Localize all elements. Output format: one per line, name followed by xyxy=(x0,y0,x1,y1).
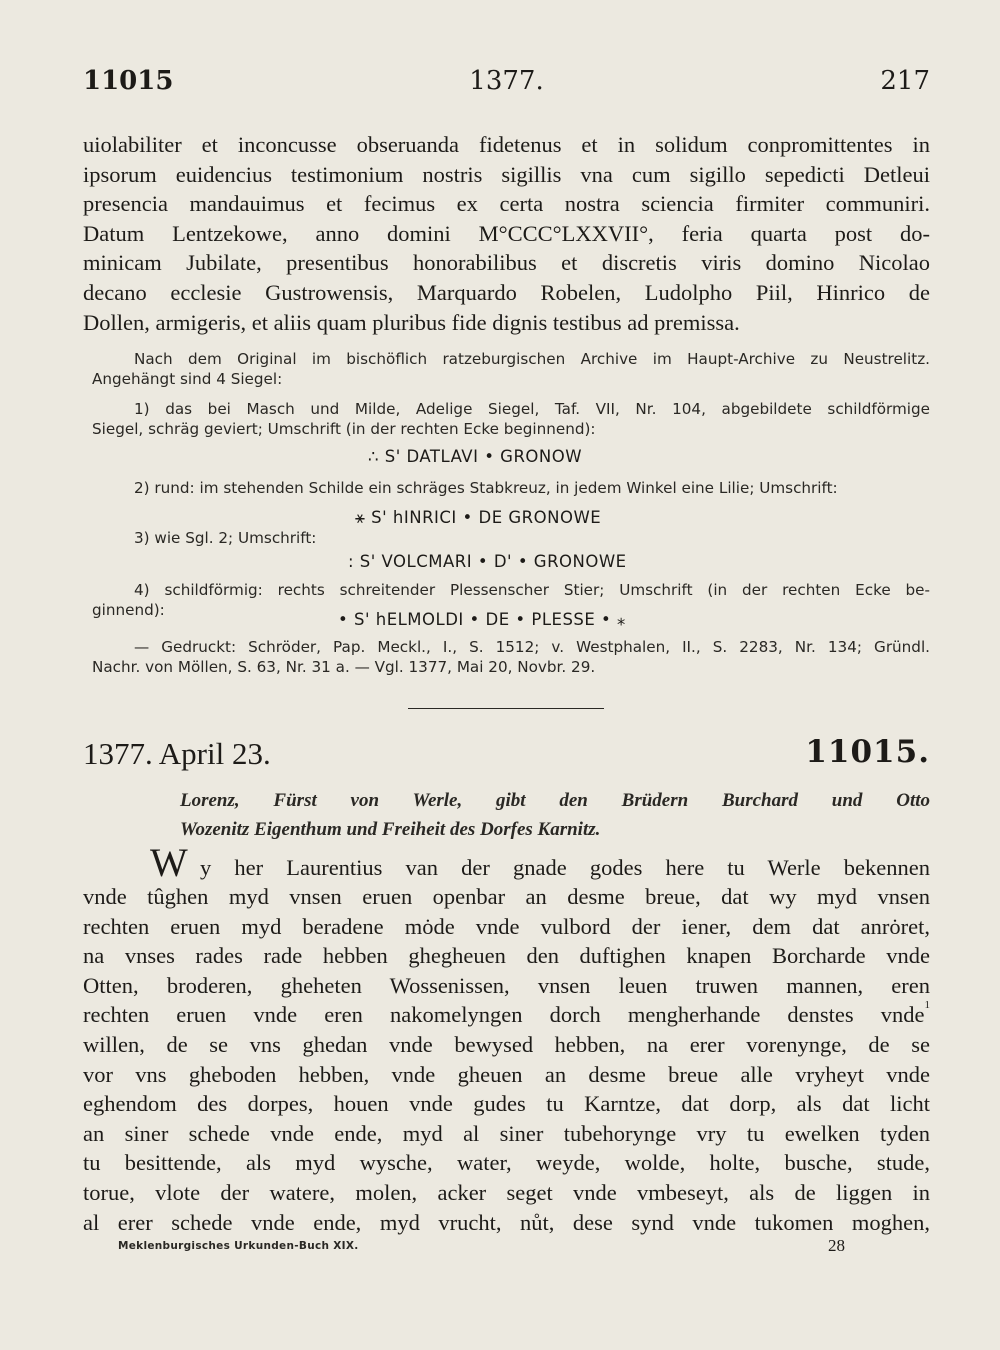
seal-1-description xyxy=(92,399,930,439)
text-line: torue, vlote der watere, molen, acker seget vnde vmbeseyt, als de liggen in xyxy=(83,1179,930,1205)
text-line: an siner schede vnde ende, myd al siner tubehorynge vry tu ewelken tyden xyxy=(83,1120,930,1146)
text-line: minicam Jubilate, presentibus honorabilibus et discretis viris domino Nicolao xyxy=(83,250,930,276)
regest-line: Wozenitz Eigenthum und Freiheit des Dorfes Karnitz. xyxy=(180,819,601,840)
running-head-year: 1377. xyxy=(469,66,544,96)
regest-line: Lorenz, Fürst von Werle, gibt den Brüdern Burchard und Otto xyxy=(180,790,930,811)
regest xyxy=(180,786,930,844)
seal-4-legend: • S' hELMOLDI • DE • PLESSE • ⁎ xyxy=(338,610,626,629)
text-line: na vnses rades rade hebben ghegheuen den duftighen knapen Borcharde vnde xyxy=(83,943,930,969)
note-line: ginnend): xyxy=(92,601,165,619)
document-date: 1377. April 23. xyxy=(83,736,271,771)
document-text xyxy=(83,882,930,1237)
note-line: 1) das bei Masch und Milde, Adelige Siegel, Taf. VII, Nr. 104, abgebildete schildförmige xyxy=(134,400,930,418)
text-line: uiolabiliter et inconcusse obseruanda fidetenus et in solidum conpromittentes in xyxy=(83,132,930,157)
seal-1-legend: ∴ S' DATLAVI • GRONOW xyxy=(368,447,583,466)
section-divider xyxy=(408,708,604,709)
text-line: vor vns gheboden hebben, vnde gheuen an desme breue alle vryheyt vnde xyxy=(83,1061,930,1087)
running-head-doc-number: 11015 xyxy=(83,66,174,96)
text-line: ipsorum euidencius testimonium nostris sigillis vna cum sigillo sepedicti Detleui xyxy=(83,161,930,187)
note-line: 4) schildförmig: rechts schreitender Plessenscher Stier; Umschrift (in der rechten Ecke be- xyxy=(134,581,930,599)
text-line: willen, de se vns ghedan vnde bewysed hebben, na erer vorenynge, de se xyxy=(83,1031,930,1057)
note-line: Angehängt sind 4 Siegel: xyxy=(92,370,283,388)
note-line: Siegel, schräg geviert; Umschrift (in der rechten Ecke beginnend): xyxy=(92,420,596,438)
text-line-content: rechten eruen vnde eren nakomelyngen dorch mengherhande denstes vnde xyxy=(83,1002,925,1028)
note-line: Nach dem Original im bischöflich ratzeburgischen Archive im Haupt-Archive zu Neustrelitz. xyxy=(134,350,930,368)
note-line: Nachr. von Möllen, S. 63, Nr. 31 a. — Vgl. 1377, Mai 20, Novbr. 29. xyxy=(92,658,596,676)
document-number: 11015. xyxy=(805,734,930,770)
note-line: — Gedruckt: Schröder, Pap. Meckl., I., S. 1512; v. Westphalen, II., S. 2283, Nr. 134; Gründl. xyxy=(134,638,930,656)
text-line: Dollen, armigeris, et aliis quam pluribus fide dignis testibus ad premissa. xyxy=(83,309,740,335)
page-number: 217 xyxy=(880,66,930,96)
seal-2-legend: ⚹ S' hINRICI • DE GRONOWE xyxy=(355,508,602,527)
text-line: presencia mandauimus et fecimus ex certa nostra sciencia firmiter communiri. xyxy=(83,191,930,217)
printed-editions-note xyxy=(92,637,930,677)
initial-letter: W xyxy=(150,840,188,885)
document-first-line xyxy=(200,853,930,883)
footer-book-title: Meklenburgisches Urkunden-Buch XIX. xyxy=(118,1240,359,1252)
footnote-mark: 1 xyxy=(924,999,930,1012)
seal-2-description xyxy=(92,478,930,498)
footer-signature: 28 xyxy=(828,1236,845,1255)
seal-3-description xyxy=(92,528,930,548)
text-line: y her Laurentius van der gnade godes here tu Werle bekennen xyxy=(200,855,930,880)
running-head xyxy=(83,66,930,106)
text-line: vnde tûghen myd vnsen eruen openbar an desme breue, dat wy myd vnsen xyxy=(83,884,930,909)
text-line: tu besittende, als myd wysche, water, weyde, wolde, holte, busche, stude, xyxy=(83,1150,930,1176)
note-line: 2) rund: im stehenden Schilde ein schräges Stabkreuz, in jedem Winkel eine Lilie; Umschrift: xyxy=(134,479,838,497)
note-line: 3) wie Sgl. 2; Umschrift: xyxy=(134,529,317,547)
text-line xyxy=(83,1000,930,1030)
text-line: rechten eruen myd beradene mȯde vnde vulbord der iener, dem dat anrȯret, xyxy=(83,913,930,939)
archive-note xyxy=(92,349,930,389)
previous-document-text xyxy=(83,130,930,337)
text-line: decano ecclesie Gustrowensis, Marquardo Robelen, Ludolpho Piil, Hinrico de xyxy=(83,279,930,305)
text-line: eghendom des dorpes, houen vnde gudes tu Karntze, dat dorp, als dat licht xyxy=(83,1091,930,1117)
seal-3-legend: : S' VOLCMARI • D' • GRONOWE xyxy=(348,552,627,571)
text-line: Otten, broderen, gheheten Wossenissen, vnsen leuen truwen mannen, eren xyxy=(83,972,930,998)
text-line: Datum Lentzekowe, anno domini M°CCC°LXXVII°, feria quarta post do- xyxy=(83,220,930,246)
text-line: al erer schede vnde ende, myd vrucht, nůt, dese synd vnde tukomen moghen, xyxy=(83,1209,930,1235)
